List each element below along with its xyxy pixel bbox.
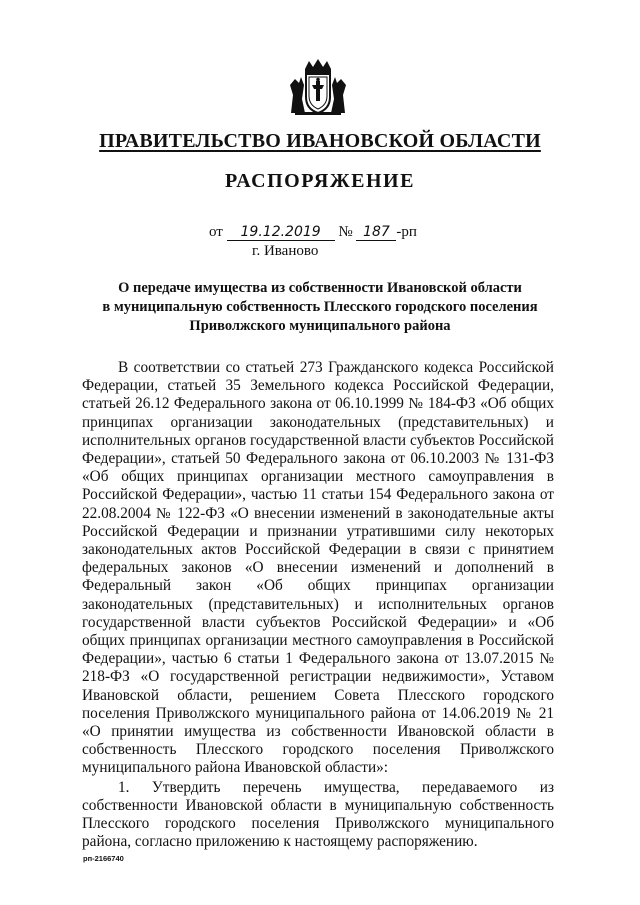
- body-paragraph: 1. Утвердить перечень имущества, передаваемого из собственности Ивановской области в муниципальную собственность Плесского городского поселения Приволжского муниципального района, согласно приложению к настоящему распоряжению.: [82, 778, 554, 851]
- document-date: 19.12.2019: [227, 225, 335, 241]
- date-prefix: от: [209, 224, 223, 240]
- dateline: [209, 224, 417, 241]
- document-type: РАСПОРЯЖЕНИЕ: [225, 170, 415, 192]
- subject-line: Приволжского муниципального района: [189, 318, 451, 334]
- government-title: ПРАВИТЕЛЬСТВО ИВАНОВСКОЙ ОБЛАСТИ: [99, 130, 541, 152]
- number-sign: №: [338, 224, 353, 240]
- document-subject: [0, 279, 640, 336]
- coat-of-arms-icon: [287, 55, 349, 117]
- document-code: рп-2166740: [83, 854, 124, 863]
- city: г. Иваново: [252, 243, 319, 259]
- subject-line: О передаче имущества из собственности Ивановской области: [118, 280, 522, 296]
- body-paragraph: В соответствии со статьей 273 Гражданского кодекса Российской Федерации, статьей 35 Земельного кодекса Российской Федерации, статьей 26.12 Федерального закона от 06.10.1999 № 184-ФЗ «Об общих принципах организации законодательных (представительных) и исполнительных органов государственной власти субъектов Российской Федерации», статьей 50 Федерального закона от 06.10.2003 № 131-ФЗ «Об общих принципах организации местного самоуправления в Российской Федерации», частью 11 статьи 154 Федерального закона от 22.08.2004 № 122-ФЗ «О внесении изменений в законодательные акты Российской Федерации и признании утратившими силу некоторых законодательных актов Российской Федерации в связи с принятием федеральных законов «О внесении изменений и дополнений в Федеральный закон «Об общих принципах организации законодательных (представительных) и исполнительных органов государственной власти субъектов Российской Федерации» и «Об общих принципах организации местного самоуправления в Российской Федерации», частью 6 статьи 1 Федерального закона от 13.07.2015 № 218-ФЗ «О государственной регистрации недвижимости», Уставом Ивановской области, решением Совета Плесского городского поселения Приволжского муниципального района от 14.06.2019 № 21 «О принятии имущества из собственности Ивановской области в собственность Плесского городского поселения Приволжского муниципального района Ивановской области»:: [82, 359, 554, 777]
- subject-line: в муниципальную собственность Плесского городского поселения: [102, 299, 538, 315]
- document-number: 187: [356, 225, 396, 241]
- document-body: [82, 359, 554, 851]
- number-suffix: -рп: [396, 224, 417, 240]
